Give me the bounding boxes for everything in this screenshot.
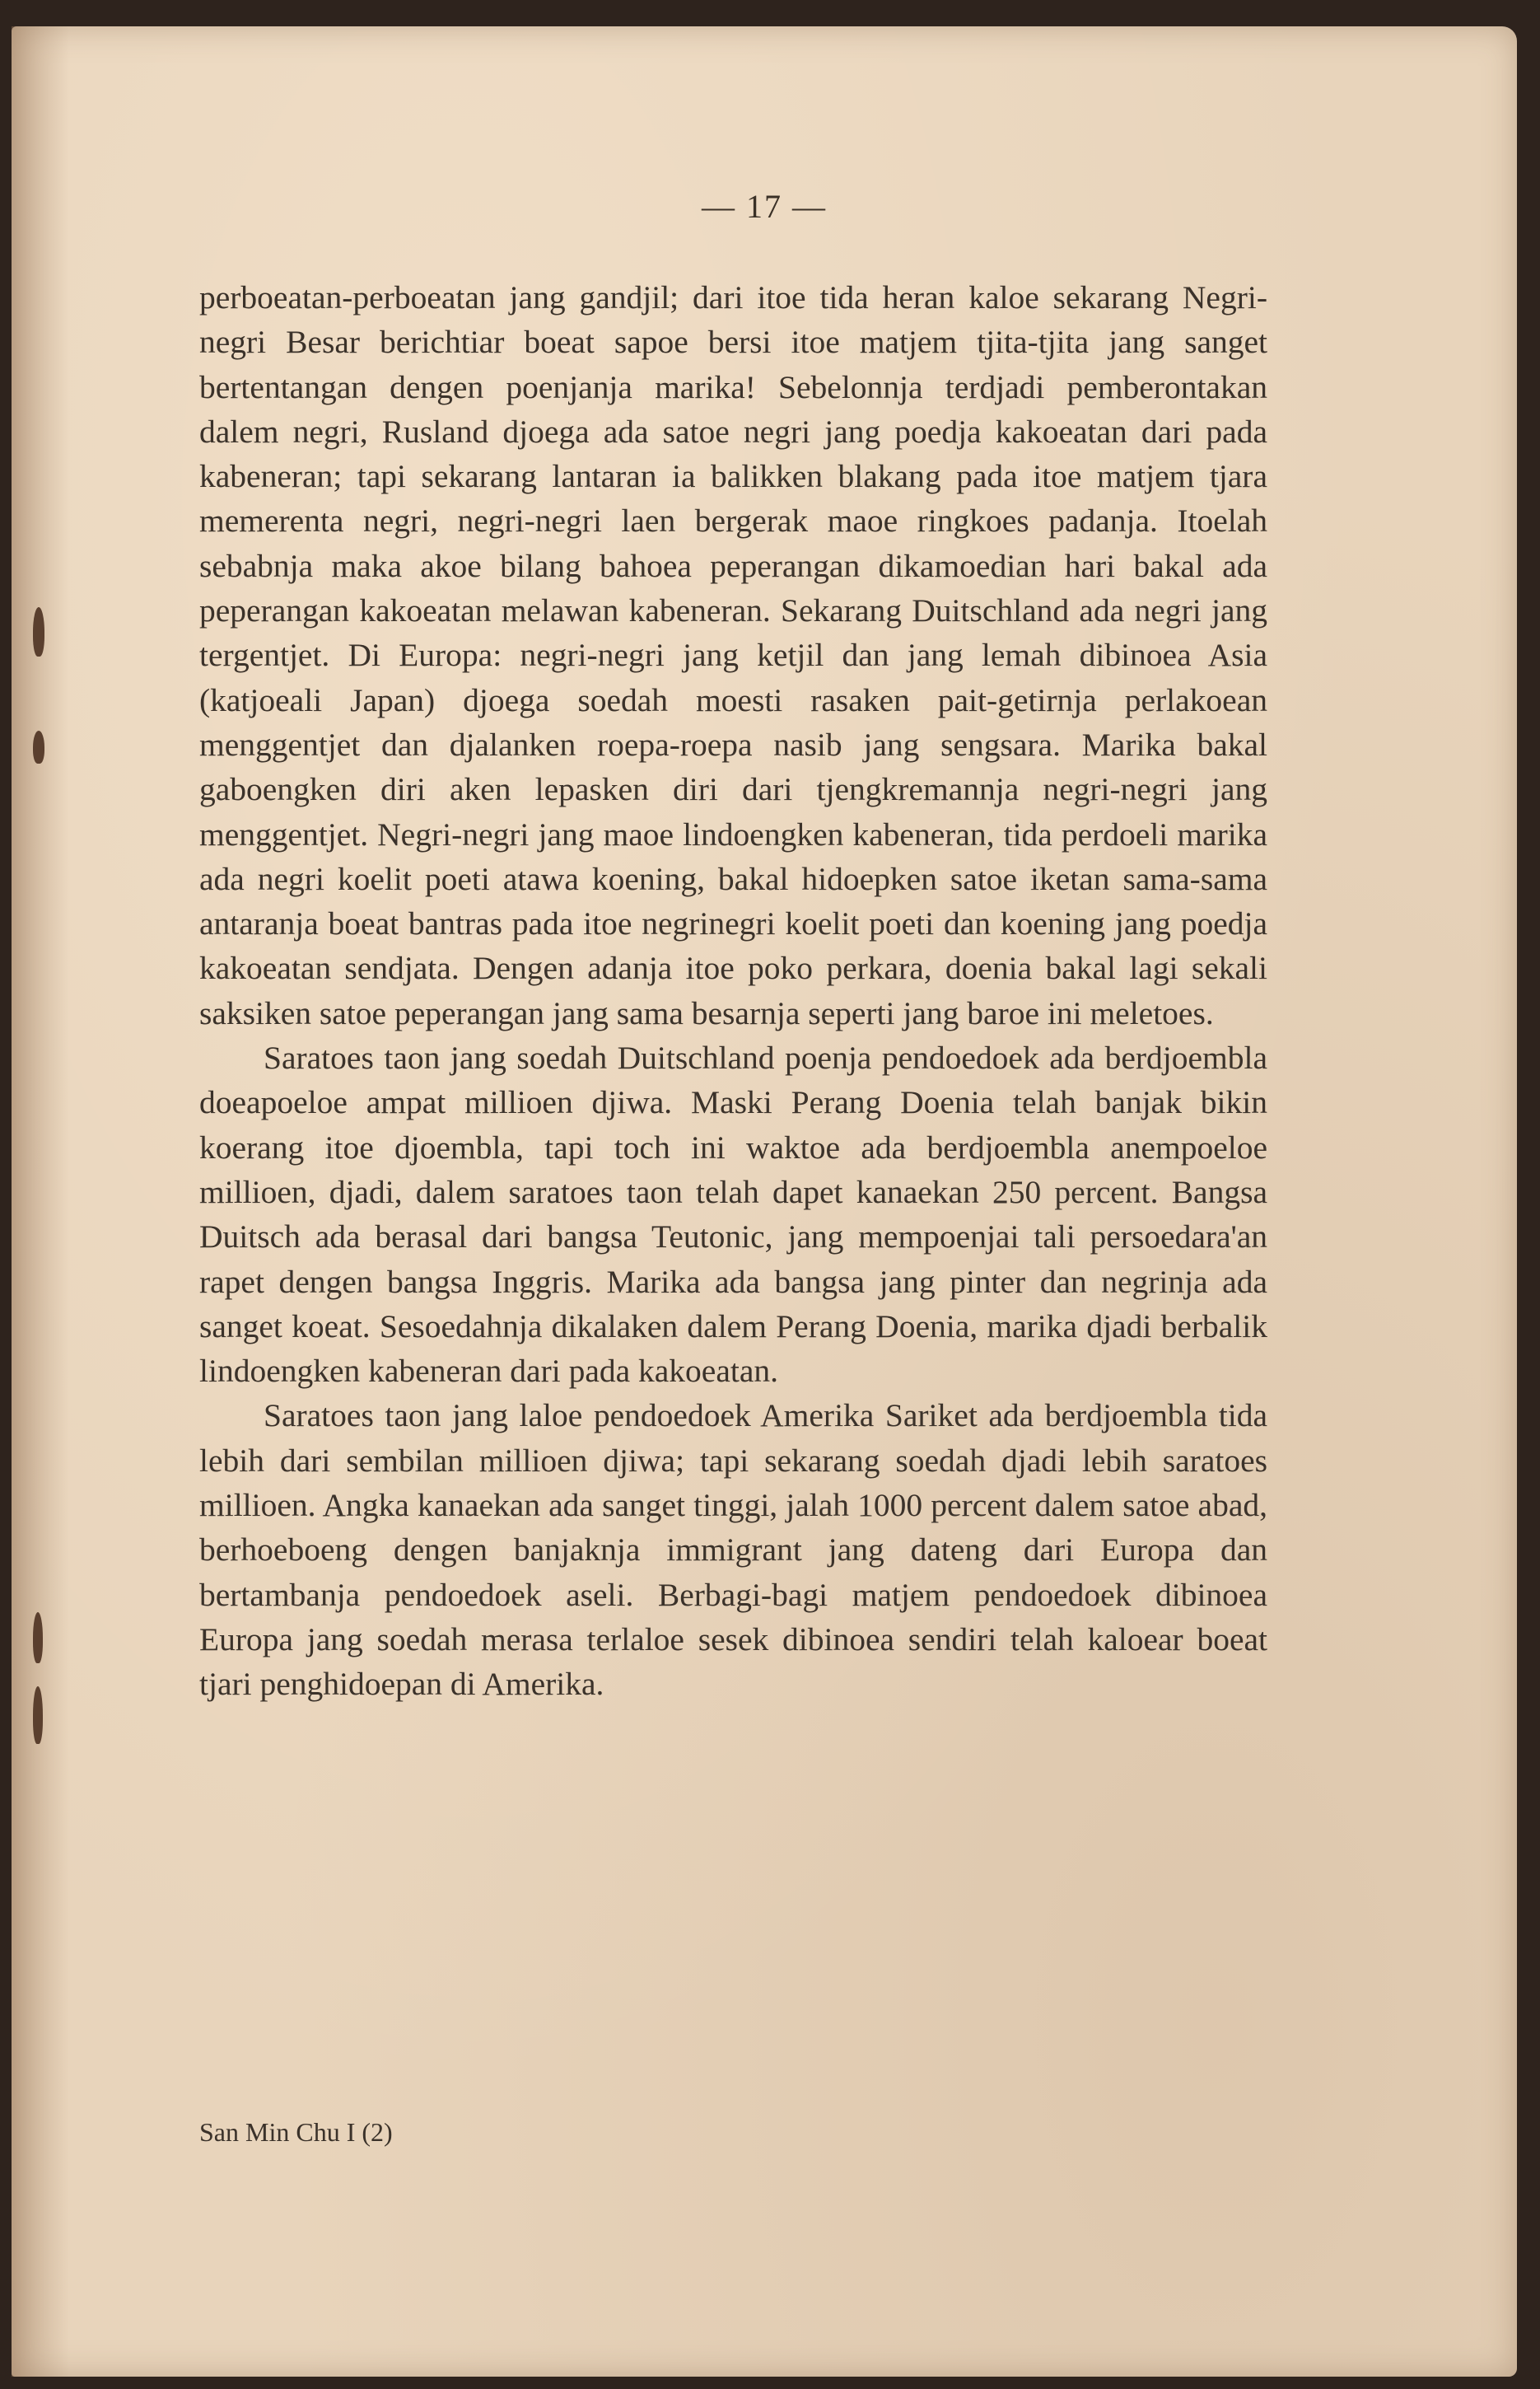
page-left-edge <box>12 26 69 2377</box>
book-page <box>12 26 1517 2377</box>
page-number: — 17 — <box>702 188 827 225</box>
binding-hole-mark <box>33 1612 43 1663</box>
binding-hole-mark <box>33 731 44 764</box>
body-text <box>199 275 1267 1707</box>
paragraph: perboeatan-perboeatan jang gandjil; dari itoe tida heran kaloe sekarang Negri-negri Besar berichtiar boeat sapoe bersi itoe matjem tjita-tjita jang sanget bertentangan dengen poenjanja marika! Sebelonnja terdjadi pemberontakan dalem negri, Rusland djoega ada satoe negri jang poedja kakoeatan dari pada kabeneran; tapi sekarang lantaran ia balikken blakang pada itoe matjem tjara memerenta negri, negri-negri laen bergerak maoe ringkoes padanja. Itoelah sebabnja maka akoe bilang bahoea peperangan dikamoedian hari bakal ada peperangan kakoeatan melawan kabeneran. Sekarang Duitschland ada negri jang tergentjet. Di Europa: negri-negri jang ketjil dan jang lemah dibinoea Asia (katjoeali Japan) djoega soedah moesti rasaken pait-getirnja perlakoean menggentjet dan djalanken roepa-roepa nasib jang sengsara. Marika bakal gaboengken diri aken lepasken diri dari tjengkremannja negri-negri jang menggentjet. Negri-negri jang maoe lindoengken kabeneran, tida perdoeli marika ada negri koelit poeti atawa koening, bakal hidoepken satoe iketan sama-sama antaranja boeat bantras pada itoe negrinegri koelit poeti dan koening jang poedja kakoeatan sendjata. Dengen adanja itoe poko perkara, doenia bakal lagi sekali saksiken satoe peperangan jang sama besarnja seperti jang baroe ini meletoes. <box>199 279 1267 1031</box>
signature-mark: San Min Chu I (2) <box>199 2117 393 2147</box>
binding-hole-mark <box>33 607 44 657</box>
paragraph: Saratoes taon jang soedah Duitschland poenja pendoedoek ada berdjoembla doeapoeloe ampat millioen djiwa. Maski Perang Doenia telah banjak bikin koerang itoe djoembla, tapi toch ini waktoe ada berdjoembla anempoeloe millioen, djadi, dalem saratoes taon telah dapet kanaekan 250 percent. Bangsa Duitsch ada berasal dari bangsa Teutonic, jang mempoenjai tali persoedara'an rapet dengen bangsa Inggris. Marika ada bangsa jang pinter dan negrinja ada sanget koeat. Sesoedahnja dikalaken dalem Perang Doenia, marika djadi berbalik lindoengken kabeneran dari pada kakoeatan. <box>199 1040 1267 1390</box>
binding-hole-mark <box>33 1686 43 1744</box>
paragraph: Saratoes taon jang laloe pendoedoek Amerika Sariket ada berdjoembla tida lebih dari sembilan millioen djiwa; tapi sekarang soedah djadi lebih saratoes millioen. Angka kanaekan ada sanget tinggi, jalah 1000 percent dalem satoe abad, berhoeboeng dengen banjaknja immigrant jang dateng dari Europa dan bertambanja pendoedoek aseli. Berbagi-bagi matjem pendoedoek dibinoea Europa jang soedah merasa terlaloe sesek dibinoea sendiri telah kaloear boeat tjari penghidoepan di Amerika. <box>199 1397 1267 1703</box>
